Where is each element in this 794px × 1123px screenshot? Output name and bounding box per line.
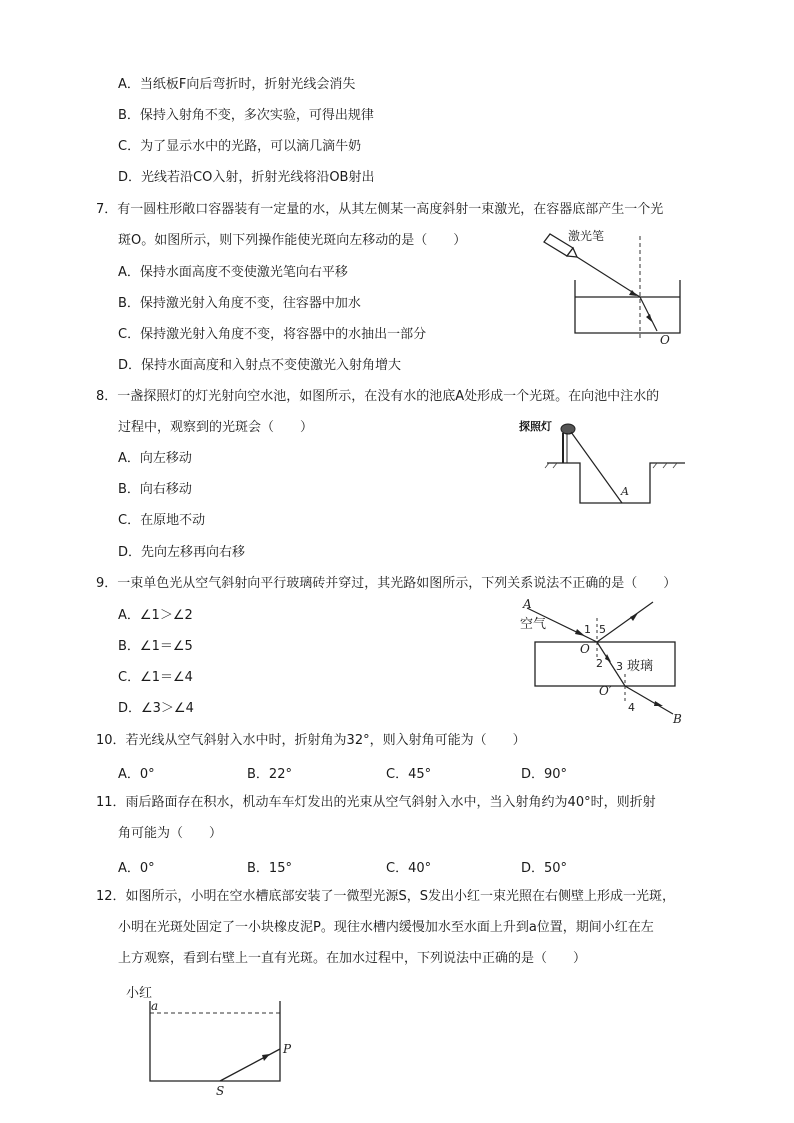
q7-stem-line2: 斑O。如图所示，则下列操作能使光斑向左移动的是（ ） [118,233,467,248]
angle-2: 2 [596,657,603,670]
level-label-a: a [151,999,159,1013]
q11-option-a: A．0° [118,861,155,876]
q7-figure [540,228,700,348]
q8-stem-line1: 8．一盏探照灯的灯光射向空水池，如图所示，在没有水的池底A处形成一个光斑。在向池中注水的 [96,389,660,404]
angle-5: 5 [599,623,606,636]
q6-option-d: D．光线若沿CO入射，折射光线将沿OB射出 [118,170,375,185]
reflected-ray [597,602,653,642]
spot-label-p: P [283,1042,292,1056]
q9-figure [515,596,690,726]
angle-1: 1 [584,623,591,636]
searchlight-icon [561,424,575,463]
q7-option-a: A．保持水面高度不变使激光笔向右平移 [118,265,348,280]
q10-option-c: C．45° [386,767,432,782]
q8-option-b: B．向右移动 [118,482,192,497]
label-air: 空气 [520,617,547,632]
label-a: A [523,597,532,611]
ground-hatch [545,463,677,468]
spot-label-o: O [660,333,670,347]
q7-option-d: D．保持水面高度和入射点不变使激光入射角增大 [118,358,402,373]
q10-option-a: A．0° [118,767,155,782]
q10-stem-line1: 10．若光线从空气斜射入水中时，折射角为32°，则入射角可能为（ ） [96,733,526,748]
angle-4: 4 [628,701,635,714]
container [575,280,680,333]
q11-option-d: D．50° [521,861,568,876]
angle-3: 3 [616,660,623,673]
q11-option-c: C．40° [386,861,432,876]
arrow-icon [630,613,638,621]
searchlight-label: 探照灯 [519,420,552,433]
q12-stem-line1: 12．如图所示，小明在空水槽底部安装了一微型光源S，S发出小红一束光照在右侧壁上形成一光斑， [96,889,676,904]
q11-stem-line2: 角可能为（ ） [118,826,223,841]
label-glass: 玻璃 [627,659,654,674]
q11-option-b: B．15° [247,861,292,876]
glass-block [535,642,675,686]
q7-option-c: C．保持激光射入角度不变，将容器中的水抽出一部分 [118,327,427,342]
q12-figure [120,983,300,1098]
q8-figure [515,415,695,510]
q8-stem-line2: 过程中，观察到的光斑会（ ） [118,420,314,435]
label-b: B [673,712,682,726]
q9-option-b: B．∠1＝∠5 [118,639,193,654]
q6-option-b: B．保持入射角不变，多次实验，可得出规律 [118,108,374,123]
q7-option-b: B．保持激光射入角度不变，往容器中加水 [118,296,361,311]
q10-option-d: D．90° [521,767,568,782]
q8-option-a: A．向左移动 [118,451,192,466]
label-o-prime: O′ [599,684,612,698]
q8-option-c: C．在原地不动 [118,513,206,528]
laser-pen-label: 激光笔 [568,229,605,243]
q11-stem-line1: 11．雨后路面存在积水，机动车车灯发出的光束从空气斜射入水中，当入射角约为40°时，则折射 [96,795,656,810]
spot-label-a: A [621,485,629,498]
label-o: O [580,642,590,656]
arrow-icon [654,701,663,706]
q10-option-b: B．22° [247,767,292,782]
q12-stem-line2: 小明在光斑处固定了一小块橡皮泥P。现往水槽内缓慢加水至水面上升到a位置，期间小红在左 [118,920,654,935]
q7-stem-line1: 7．有一圆柱形敞口容器装有一定量的水，从其左侧某一高度斜射一束激光，在容器底部产生一个光 [96,202,664,217]
light-beam [571,432,622,503]
refracted-ray [640,297,657,331]
pool [547,463,685,503]
q9-option-d: D．∠3＞∠4 [118,701,194,716]
q6-option-c: C．为了显示水中的光路，可以滴几滴牛奶 [118,139,362,154]
light-ray [220,1049,280,1081]
observer-label: 小红 [126,986,153,1001]
q9-option-a: A．∠1＞∠2 [118,608,193,623]
source-label-s: S [216,1084,225,1098]
q12-stem-line3: 上方观察，看到右壁上一直有光斑。在加水过程中，下列说法中正确的是（ ） [118,951,587,966]
q6-option-a: A．当纸板F向后弯折时，折射光线会消失 [118,77,356,92]
q9-option-c: C．∠1＝∠4 [118,670,193,685]
q9-stem-line1: 9．一束单色光从空气斜射向平行玻璃砖并穿过，其光路如图所示，下列关系说法不正确的是（ ） [96,576,677,591]
q8-option-d: D．先向左移再向右移 [118,545,246,560]
arrow-icon [262,1054,270,1061]
incident-ray [577,257,640,297]
